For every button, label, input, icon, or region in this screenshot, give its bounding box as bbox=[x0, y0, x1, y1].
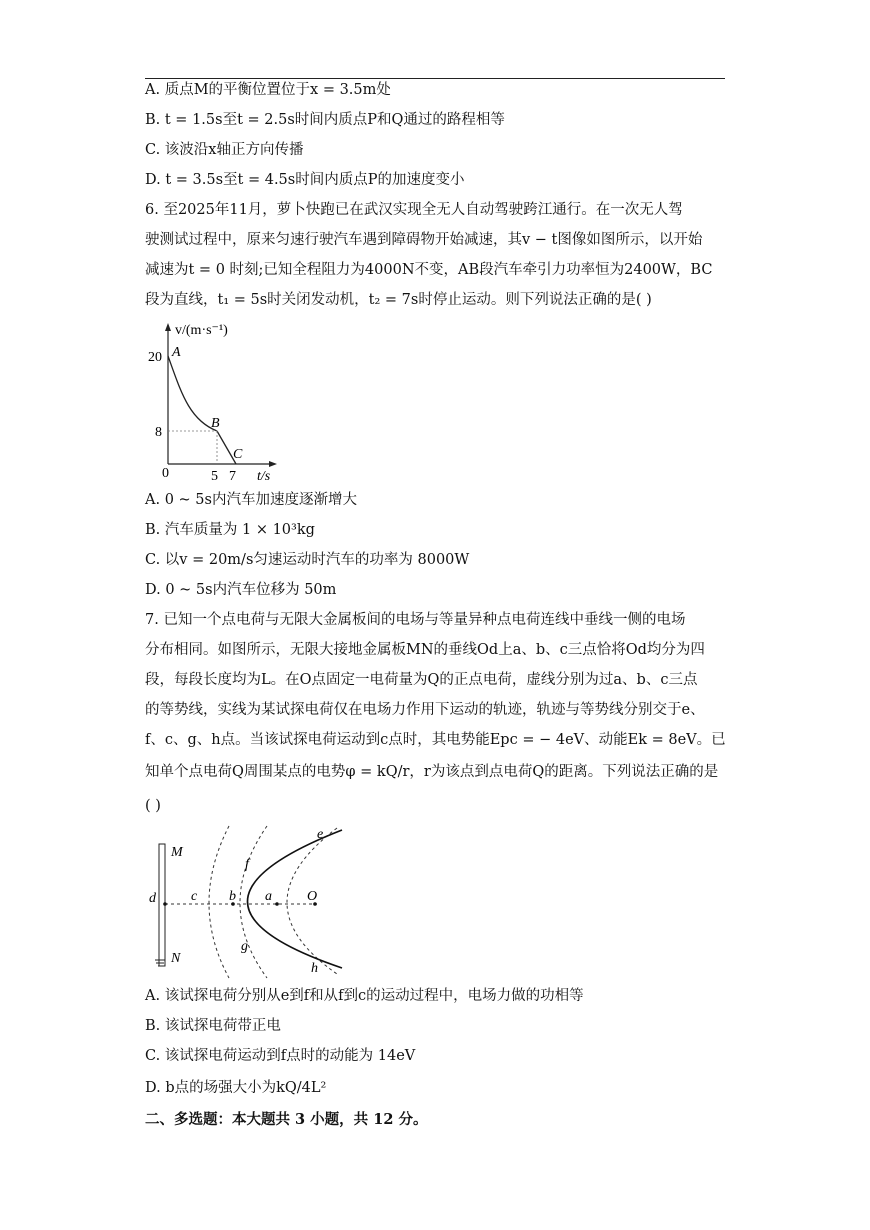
question-7-line-5: f、c、g、h点。当该试探电荷运动到c点时，其电势能Epc = − 4eV、动能Ek = 8eV。已 bbox=[145, 732, 726, 748]
question-6-line-2: 驶测试过程中，原来匀速行驶汽车遇到障碍物开始减速，其v − t图像如图所示，以开始 bbox=[145, 232, 703, 248]
v-axis-label: v/(m·s⁻¹) bbox=[175, 323, 228, 338]
label-m: M bbox=[171, 845, 183, 860]
label-n: N bbox=[171, 951, 181, 966]
label-d: d bbox=[149, 891, 156, 906]
v-axis-arrow bbox=[165, 323, 171, 331]
point-b-label: B bbox=[211, 416, 220, 431]
question-7-line-4: 的等势线，实线为某试探电荷仅在电场力作用下运动的轨迹，轨迹与等势线分别交于e、 bbox=[145, 702, 705, 718]
option-7d: D. b点的场强大小为kQ/4L² bbox=[145, 1080, 327, 1096]
vt-graph-figure bbox=[145, 322, 285, 484]
label-b: b bbox=[229, 889, 236, 904]
option-6c: C. 以v = 20m/s匀速运动时汽车的功率为 8000W bbox=[145, 552, 470, 568]
tick-5: 5 bbox=[211, 469, 218, 484]
tick-0: 0 bbox=[162, 466, 169, 481]
tick-20: 20 bbox=[148, 350, 162, 365]
point-a bbox=[275, 902, 279, 906]
equipotential-b bbox=[240, 826, 267, 978]
tick-8: 8 bbox=[155, 425, 162, 440]
label-f: f bbox=[245, 857, 249, 872]
question-7-line-6: 知单个点电荷Q周围某点的电势φ = kQ/r，r为该点到点电荷Q的距离。下列说法正确的是 bbox=[145, 764, 719, 780]
label-c: c bbox=[191, 889, 198, 904]
curve-ab bbox=[168, 356, 217, 431]
question-6-line-1: 6. 至2025年11月，萝卜快跑已在武汉实现全无人自动驾驶跨江通行。在一次无人驾 bbox=[145, 202, 683, 218]
question-7-line-1: 7. 已知一个点电荷与无限大金属板间的电场与等量异种点电荷连线中垂线一侧的电场 bbox=[145, 612, 686, 628]
question-7-line-7: ( ) bbox=[145, 798, 161, 814]
label-h: h bbox=[311, 961, 318, 976]
label-e: e bbox=[317, 827, 324, 842]
t-axis-arrow bbox=[269, 461, 277, 467]
equipotential-c bbox=[209, 826, 229, 978]
question-7-line-3: 段，每段长度均为L。在O点固定一电荷量为Q的正点电荷，虚线分别为过a、b、c三点 bbox=[145, 672, 698, 688]
option-5c: C. 该波沿x轴正方向传播 bbox=[145, 142, 304, 158]
label-g: g bbox=[241, 939, 248, 954]
label-o: O bbox=[307, 889, 318, 904]
option-6b: B. 汽车质量为 1 × 10³kg bbox=[145, 522, 315, 538]
option-7c: C. 该试探电荷运动到f点时的动能为 14eV bbox=[145, 1048, 416, 1064]
option-7a: A. 该试探电荷分别从e到f和从f到c的运动过程中，电场力做的功相等 bbox=[145, 988, 584, 1004]
point-a-label: A bbox=[172, 345, 181, 360]
question-7-line-2: 分布相同。如图所示，无限大接地金属板MN的垂线Od上a、b、c三点恰将Od均分为四 bbox=[145, 642, 705, 658]
trajectory bbox=[248, 830, 343, 968]
electric-field-figure bbox=[145, 822, 360, 980]
section-heading-multiple-choice: 二、多选题：本大题共 3 小题，共 12 分。 bbox=[145, 1111, 428, 1128]
option-6a: A. 0 ~ 5s内汽车加速度逐渐增大 bbox=[145, 492, 357, 508]
option-5b: B. t = 1.5s至t = 2.5s时间内质点P和Q通过的路程相等 bbox=[145, 112, 505, 128]
point-c-label: C bbox=[233, 447, 243, 462]
option-7b: B. 该试探电荷带正电 bbox=[145, 1018, 281, 1034]
option-6d: D. 0 ~ 5s内汽车位移为 50m bbox=[145, 582, 337, 598]
option-5d: D. t = 3.5s至t = 4.5s时间内质点P的加速度变小 bbox=[145, 172, 465, 188]
question-6-line-3: 减速为t = 0 时刻;已知全程阻力为4000N不变，AB段汽车牵引力功率恒为2400W，BC bbox=[145, 262, 713, 278]
t-axis-label: t/s bbox=[257, 469, 271, 484]
question-6-line-4: 段为直线，t₁ = 5s时关闭发动机，t₂ = 7s时停止运动。则下列说法正确的是( ) bbox=[145, 292, 652, 308]
point-d bbox=[163, 902, 167, 906]
tick-7: 7 bbox=[229, 469, 236, 484]
option-5a: A. 质点M的平衡位置位于x = 3.5m处 bbox=[145, 82, 391, 98]
top-rule bbox=[145, 78, 725, 79]
label-a: a bbox=[265, 889, 272, 904]
